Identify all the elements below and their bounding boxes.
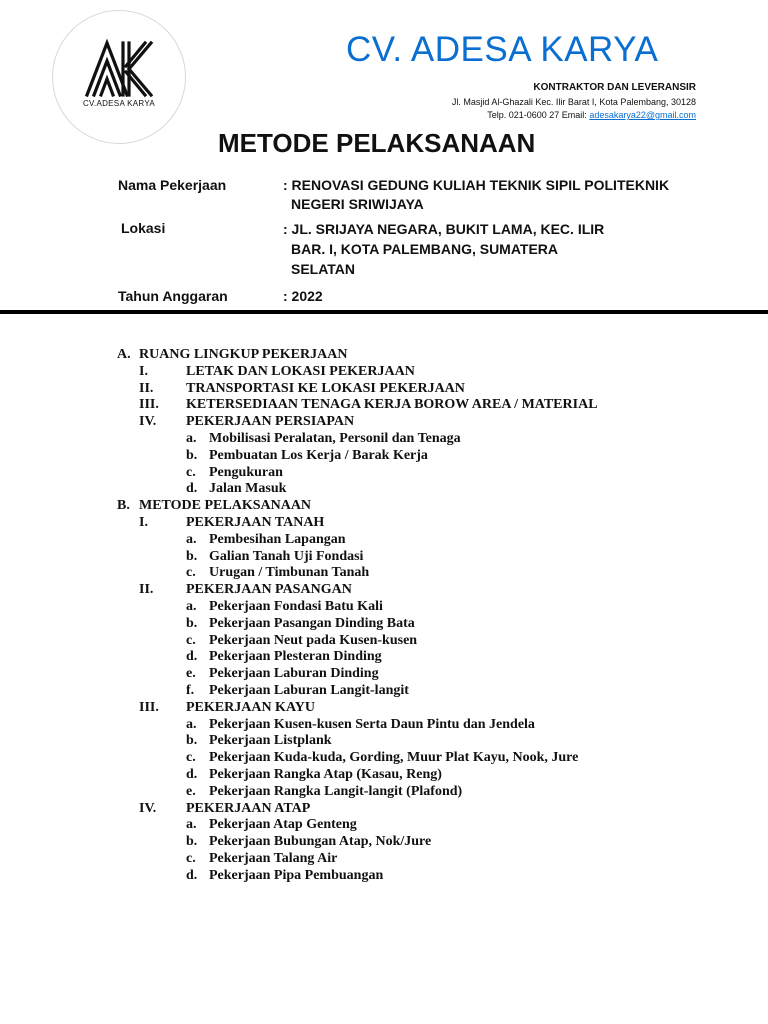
lokasi-line: SELATAN (291, 261, 356, 277)
outline-marker: III. (139, 397, 159, 413)
outline-marker: b. (186, 615, 198, 631)
logo-text: CV.ADESA KARYA (82, 99, 156, 108)
outline-text: Urugan / Timbunan Tanah (209, 565, 370, 581)
nama-pekerjaan-label: Nama Pekerjaan (118, 177, 227, 193)
outline-marker: c. (186, 850, 196, 866)
outline-marker: a. (186, 716, 197, 732)
outline-text: Pekerjaan Kuda-kuda, Gording, Muur Plat Kayu, Nook, Jure (209, 750, 579, 766)
outline-text: Pengukuran (209, 464, 283, 480)
outline-marker: I. (139, 514, 148, 530)
outline-item (0, 649, 768, 666)
outline-marker: a. (186, 531, 197, 547)
company-address: Jl. Masjid Al-Ghazali Kec. Ilir Barat I, Kota Palembang, 30128 (451, 97, 696, 107)
outline-text: PEKERJAAN PASANGAN (186, 582, 352, 598)
outline-text: Pekerjaan Neut pada Kusen-kusen (209, 632, 418, 648)
outline-marker: a. (186, 598, 197, 614)
nama-pekerjaan-line: : RENOVASI GEDUNG KULIAH TEKNIK SIPIL POLITEKNIK (283, 177, 670, 193)
outline-item (0, 599, 768, 616)
outline-item (0, 683, 768, 700)
outline-item (0, 834, 768, 851)
outline-text: Pekerjaan Bubungan Atap, Nok/Jure (209, 834, 432, 850)
outline-text: Pekerjaan Rangka Atap (Kasau, Reng) (209, 766, 442, 782)
outline-item (0, 565, 768, 582)
outline-item (0, 717, 768, 734)
outline-item (0, 700, 768, 717)
outline-marker: c. (186, 632, 196, 648)
company-name: CV. ADESA KARYA (346, 30, 659, 69)
company-logo (52, 10, 186, 144)
outline-item (0, 532, 768, 549)
outline-marker: d. (186, 649, 198, 665)
lokasi-line: : JL. SRIJAYA NEGARA, BUKIT LAMA, KEC. ILIR (283, 221, 605, 237)
header-divider (0, 310, 768, 314)
outline-marker: IV. (139, 800, 157, 816)
company-phone: Telp. 021-0600 27 Email: (487, 110, 587, 120)
outline-text: KETERSEDIAAN TENAGA KERJA BOROW AREA / MATERIAL (186, 397, 598, 413)
outline-text: Jalan Masuk (209, 481, 287, 497)
outline-text: Pembuatan Los Kerja / Barak Kerja (209, 447, 428, 463)
outline-text: LETAK DAN LOKASI PEKERJAAN (186, 363, 415, 379)
outline-text: PEKERJAAN ATAP (186, 800, 311, 816)
outline-text: Pekerjaan Listplank (209, 733, 332, 749)
outline-item (0, 666, 768, 683)
outline-marker: a. (186, 817, 197, 833)
lokasi-value (283, 219, 723, 279)
outline-text: Pekerjaan Atap Genteng (209, 817, 357, 833)
outline-text: METODE PELAKSANAAN (139, 498, 312, 514)
outline-text: Pekerjaan Laburan Dinding (209, 666, 379, 682)
outline-marker: b. (186, 733, 198, 749)
outline-marker: c. (186, 750, 196, 766)
outline-marker: d. (186, 867, 198, 883)
nama-pekerjaan-value (283, 176, 723, 214)
outline-item (0, 448, 768, 465)
outline-text: Pembesihan Lapangan (209, 531, 346, 547)
outline-text: Pekerjaan Pipa Pembuangan (209, 867, 384, 883)
outline-item (0, 801, 768, 818)
outline-marker: III. (139, 699, 159, 715)
outline-item (0, 481, 768, 498)
outline-marker: I. (139, 363, 148, 379)
outline-item (0, 868, 768, 885)
tahun-anggaran-label: Tahun Anggaran (118, 288, 228, 304)
outline-marker: II. (139, 380, 154, 396)
outline-marker: d. (186, 481, 198, 497)
outline-item (0, 364, 768, 381)
outline-item (0, 767, 768, 784)
outline-item (0, 817, 768, 834)
outline-text: Pekerjaan Rangka Langit-langit (Plafond) (209, 783, 463, 799)
outline-text: PEKERJAAN KAYU (186, 699, 315, 715)
outline-text: Pekerjaan Plesteran Dinding (209, 649, 382, 665)
outline-item (0, 633, 768, 650)
lokasi-line: BAR. I, KOTA PALEMBANG, SUMATERA (291, 241, 559, 257)
outline-text: Mobilisasi Peralatan, Personil dan Tenaga (209, 430, 461, 446)
lokasi-label: Lokasi (121, 220, 166, 236)
company-contact (487, 110, 696, 120)
ak-monogram-logo-icon (83, 39, 155, 99)
outline-item (0, 414, 768, 431)
outline-text: Pekerjaan Pasangan Dinding Bata (209, 615, 415, 631)
nama-pekerjaan-line: NEGERI SRIWIJAYA (291, 196, 424, 212)
tahun-anggaran-value: : 2022 (283, 288, 323, 304)
company-email-link[interactable]: adesakarya22@gmail.com (589, 110, 696, 120)
outline-item (0, 582, 768, 599)
outline-item (0, 733, 768, 750)
outline-marker: a. (186, 430, 197, 446)
document-title: METODE PELAKSANAAN (218, 128, 536, 158)
outline-marker: d. (186, 766, 198, 782)
outline-marker: c. (186, 464, 196, 480)
outline-marker: e. (186, 783, 196, 799)
outline-item (0, 515, 768, 532)
outline-item (0, 498, 768, 515)
outline-item (0, 397, 768, 414)
outline-item (0, 616, 768, 633)
outline-text: Galian Tanah Uji Fondasi (209, 548, 364, 564)
outline-marker: A. (117, 347, 131, 362)
outline-text: TRANSPORTASI KE LOKASI PEKERJAAN (186, 380, 465, 396)
outline-marker: e. (186, 666, 196, 682)
outline-text: RUANG LINGKUP PEKERJAAN (139, 347, 348, 362)
outline-marker: b. (186, 834, 198, 850)
outline-text: Pekerjaan Talang Air (209, 850, 338, 866)
outline-text: PEKERJAAN PERSIAPAN (186, 414, 355, 430)
outline-marker: b. (186, 447, 198, 463)
outline-list (0, 347, 768, 885)
outline-item (0, 381, 768, 398)
outline-item (0, 549, 768, 566)
outline-marker: IV. (139, 414, 157, 430)
outline-text: Pekerjaan Laburan Langit-langit (209, 682, 409, 698)
outline-item (0, 347, 768, 364)
outline-item (0, 784, 768, 801)
outline-item (0, 750, 768, 767)
outline-item (0, 431, 768, 448)
outline-marker: f. (186, 682, 195, 698)
outline-marker: B. (117, 498, 130, 514)
outline-item (0, 465, 768, 482)
outline-marker: b. (186, 548, 198, 564)
outline-item (0, 851, 768, 868)
outline-marker: c. (186, 565, 196, 581)
outline-text: Pekerjaan Kusen-kusen Serta Daun Pintu dan Jendela (209, 716, 535, 732)
outline-text: PEKERJAAN TANAH (186, 514, 325, 530)
outline-marker: II. (139, 582, 154, 598)
outline-text: Pekerjaan Fondasi Batu Kali (209, 598, 383, 614)
company-subtitle: KONTRAKTOR DAN LEVERANSIR (533, 82, 696, 93)
